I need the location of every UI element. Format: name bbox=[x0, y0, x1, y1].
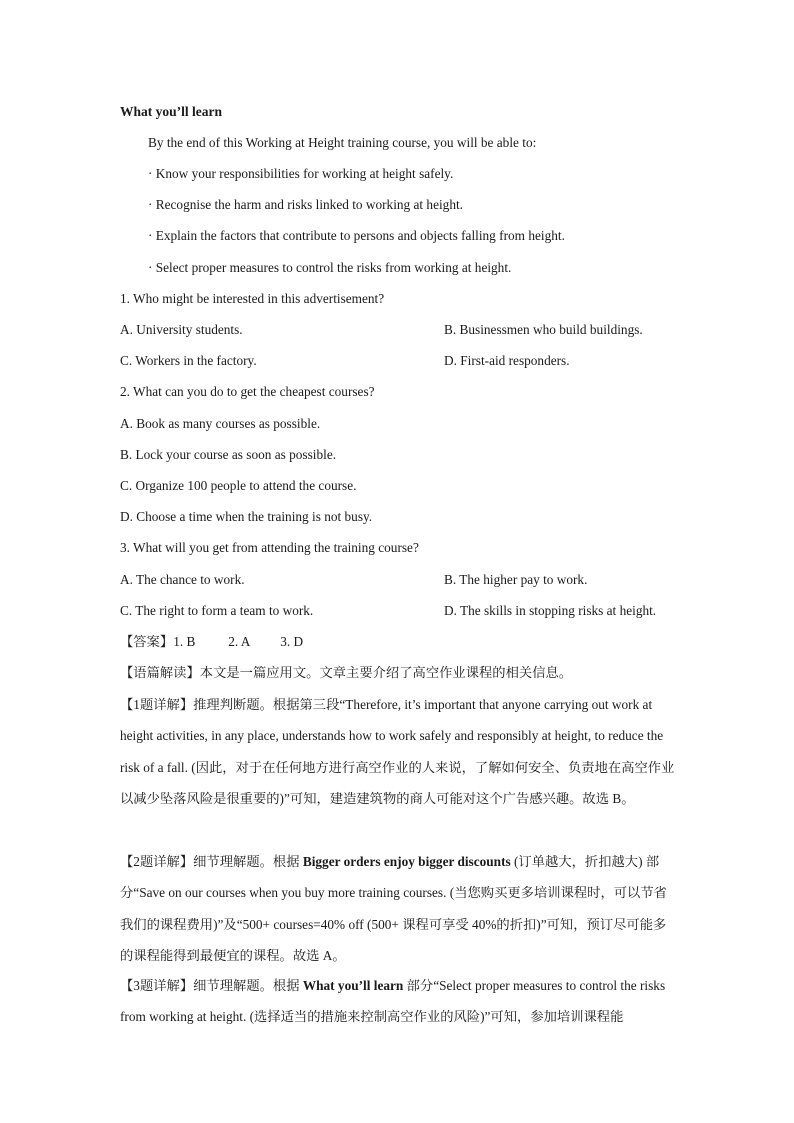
reading-label: 【语篇解读】 bbox=[120, 665, 200, 680]
question-stem: 2. What can you do to get the cheapest courses? bbox=[120, 384, 375, 399]
explanation-label: 【1题详解】 bbox=[120, 697, 194, 712]
option-a: A. Book as many courses as possible. bbox=[120, 416, 321, 431]
option-d: D. First-aid responders. bbox=[444, 353, 570, 368]
option-b: B. Lock your course as soon as possible. bbox=[120, 447, 337, 462]
option-c: C. Organize 100 people to attend the course. bbox=[120, 478, 357, 493]
answer-item: 3. D bbox=[280, 634, 304, 649]
bullet-item: · Recognise the harm and risks linked to working at height. bbox=[148, 197, 463, 212]
option-c: C. The right to form a team to work. bbox=[120, 603, 314, 618]
explanation-highlight: What you’ll learn bbox=[302, 978, 404, 993]
answer-label: 【答案】 bbox=[120, 634, 174, 649]
answer-item: 1. B bbox=[173, 634, 196, 649]
explanation-3 bbox=[120, 970, 676, 1033]
option-b: B. Businessmen who build buildings. bbox=[444, 322, 643, 337]
bullet-item: · Select proper measures to control the risks from working at height. bbox=[148, 260, 512, 275]
explanation-text: 部分“Select proper measures to control the risks from working at height. (选择适当的措施来控制高空作业的风险)”可知，参加培训课程能 bbox=[120, 978, 666, 1025]
bullet-item: · Explain the factors that contribute to persons and objects falling from height. bbox=[148, 228, 565, 243]
reading-summary bbox=[120, 663, 572, 683]
explanation-text: 细节理解题。根据 bbox=[193, 854, 303, 869]
explanation-text: 推理判断题。根据第三段“Therefore, it’s important that anyone carrying out work at height activities, in any place, understands how to work safely and responsibly at height, to reduce the risk of a fall. (因此，对于在任何地方进行高空作业的人来说，了解如何安全、负责地在高空作业以减少坠落风险是很重要的)”可知，建造建筑物的商人可能对这个广告感兴趣。故选 B。 bbox=[120, 697, 675, 806]
explanation-highlight: Bigger orders enjoy bigger discounts bbox=[302, 854, 511, 869]
option-a: A. The chance to work. bbox=[120, 572, 245, 587]
section-heading: What you’ll learn bbox=[120, 104, 223, 119]
explanation-text: 细节理解题。根据 bbox=[193, 978, 303, 993]
answer-item: 2. A bbox=[228, 634, 251, 649]
option-b: B. The higher pay to work. bbox=[444, 572, 588, 587]
option-d: D. The skills in stopping risks at height. bbox=[444, 603, 657, 618]
bullet-item: · Know your responsibilities for working at height safely. bbox=[148, 166, 454, 181]
explanation-1 bbox=[120, 689, 676, 814]
question-stem: 1. Who might be interested in this advertisement? bbox=[120, 291, 385, 306]
explanation-2 bbox=[120, 846, 676, 971]
intro-text: By the end of this Working at Height training course, you will be able to: bbox=[148, 135, 537, 150]
answer-row bbox=[120, 632, 303, 652]
explanation-label: 【3题详解】 bbox=[120, 978, 194, 993]
reading-text: 本文是一篇应用文。文章主要介绍了高空作业课程的相关信息。 bbox=[199, 665, 573, 680]
explanation-label: 【2题详解】 bbox=[120, 854, 194, 869]
explanation-text: (订单越大，折扣越大) 部分“Save on our courses when you buy more training courses. (当您购买更多培训课程时，可以节省我们的课程费用)”及“500+ courses=40% off (500+ 课程可享受 40%的折扣)”可知，预订尽可能多的课程能得到最便宜的课程。故选 A。 bbox=[120, 854, 667, 963]
option-d: D. Choose a time when the training is not busy. bbox=[120, 509, 373, 524]
option-a: A. University students. bbox=[120, 322, 243, 337]
question-stem: 3. What will you get from attending the training course? bbox=[120, 540, 419, 555]
option-c: C. Workers in the factory. bbox=[120, 353, 257, 368]
